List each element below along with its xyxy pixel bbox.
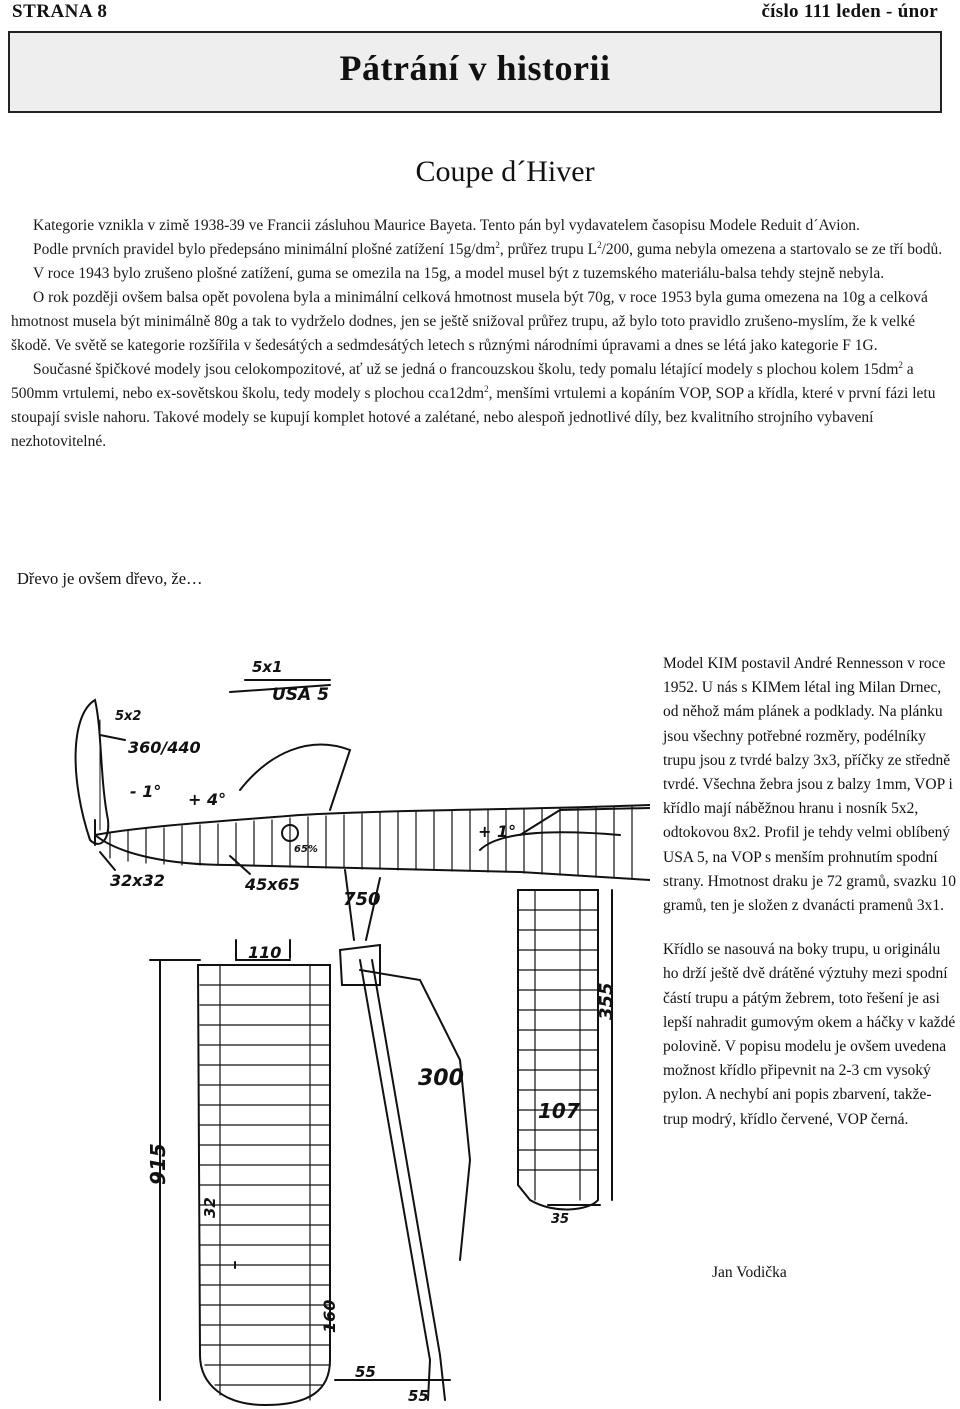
model-plan-drawing: [0, 640, 650, 1409]
label-sec1: 32x32: [110, 871, 165, 890]
fuselage-side-view: [95, 745, 650, 880]
label-spar: 5x1: [252, 658, 283, 676]
label-w110: 110: [248, 943, 282, 962]
label-w160: 160: [320, 1299, 339, 1333]
plan-top-labels: [100, 658, 330, 757]
page-header: [0, 0, 960, 26]
stabilizer-plan-view: [518, 890, 598, 1209]
propeller-blade: [76, 700, 109, 844]
paragraph-3: V roce 1943 bylo zrušeno plošné zatížení, guma se omezila na 15g, a model musel být z tuzemského materiálu-balsa tehdy stejně nebyla.: [33, 265, 885, 282]
label-span: 915: [146, 1143, 170, 1185]
label-w55b: 55: [408, 1387, 429, 1405]
description-paragraph-2: Křídlo se nasouvá na boky trupu, u originálu ho drží ještě dvě drátěné výztuhy mezi spodní částí trupu a pátým žebrem, toto řešení je asi lepší nahradit gumovým okem a háčky v každé polovině. V popisu modelu je ovšem uvedena možnost křídlo připevnit na 2-3 cm vysoký pylon. A nechybí ani popis zbarvení, takže- trup modrý, křídlo červené, VOP černá.: [663, 941, 956, 1128]
wing-plan-view: [198, 965, 330, 1405]
label-sec2: 45x65: [245, 875, 300, 894]
label-inc-plus4: + 4°: [188, 790, 227, 809]
article-subtitle-text: Coupe d´Hiver: [415, 155, 595, 188]
description-paragraph-1: Model KIM postavil André Rennesson v roce 1952. U nás s KIMem létal ing Milan Drnec, od něhož mám plánek a podklady. Na plánku jsou všechny potřebné rozměry, podélníky trupu jsou z tvrdé balzy 3x3, příčky ze středně tvrdé. Všechna žebra jsou z balzy 1mm, VOP i křídlo mají náběžnou hranu i nosník 5x2, odtokovou 8x2. Profil je tehdy velmi oblíbený USA 5, na VOP s menším prohnutím spodní strany. Hmotnost draku je 72 gramů, svazku 10 gramů, ten je složen z dvanácti pramenů 3x1.: [663, 655, 957, 915]
label-w32: 32: [201, 1197, 219, 1218]
page-number: STRANA 8: [12, 1, 108, 22]
label-w300: 300: [418, 1066, 464, 1091]
label-cg: 65%: [294, 844, 318, 855]
page-title: Pátrání v historii: [339, 48, 611, 88]
author-name: Jan Vodička: [712, 1264, 787, 1281]
label-prop: 360/440: [128, 738, 201, 757]
model-description: [663, 652, 958, 1132]
label-w55a: 55: [355, 1363, 376, 1381]
label-w107: 107: [538, 1099, 580, 1123]
paragraph-5: Současné špičkové modely jsou celokompozitové, ať už se jedná o francouzskou školu, tedy pomalu létající modely s plochou kolem $15dm^2$ a 500mm vrtulemi, nebo ex-sovětskou školu, tedy modely s plochou $cca12dm^2$, menšími vrtulemi a kopáním VOP, SOP a křídla, které v první fázi letu stoupají svisle nahoru. Takové modely se kupují komplet hotové a zalétané, nebo alespoň jednotlivé díly, bez kvalitního strojního vybavení nezhotovitelné.: [11, 359, 936, 450]
paragraph-4: O rok později ovšem balsa opět povolena byla a minimální celková hmotnost musela být 70g, v roce 1953 byla guma omezena na 10g a celková hmotnost musela být minimálně 80g a tak to vydrželo dodnes, jen se ještě snižoval průřez trupu, až bylo toto pravidlo zrušeno-myslím, že k velké škodě. Ve světě se kategorie rozšířila v šedesátých a sedmdesátých letech s různými národními úpravami a dnes se létá jako kategorie F 1G.: [11, 289, 928, 354]
label-w35: 35: [551, 1212, 570, 1227]
issue-info: číslo 111 leden - únor: [761, 1, 938, 22]
paragraph-2: Podle prvních pravidel bylo předepsáno minimální plošné zatížení $15g/dm^2$, průřez trupu $L^2/200$, guma nebyla omezena a startovalo se ze tří bodů.: [33, 239, 943, 258]
label-inc-plus1: + 1°: [478, 822, 517, 841]
label-len: 750: [343, 889, 381, 910]
label-profile: USA 5: [272, 685, 329, 705]
article-body: [11, 214, 951, 454]
closing-line: Dřevo je ovšem dřevo, že…: [17, 569, 203, 588]
label-inc-minus: - 1°: [130, 782, 162, 801]
label-le: 5x2: [115, 709, 142, 724]
title-banner: [8, 31, 942, 113]
label-h355: 355: [596, 982, 617, 1020]
fuselage-top-view: [340, 870, 470, 1400]
paragraph-1: Kategorie vznikla v zimě 1938-39 ve Francii zásluhou Maurice Bayeta. Tento pán byl vydavatelem časopisu Modele Reduit d´Avion.: [33, 217, 860, 234]
article-subtitle: [0, 155, 960, 189]
